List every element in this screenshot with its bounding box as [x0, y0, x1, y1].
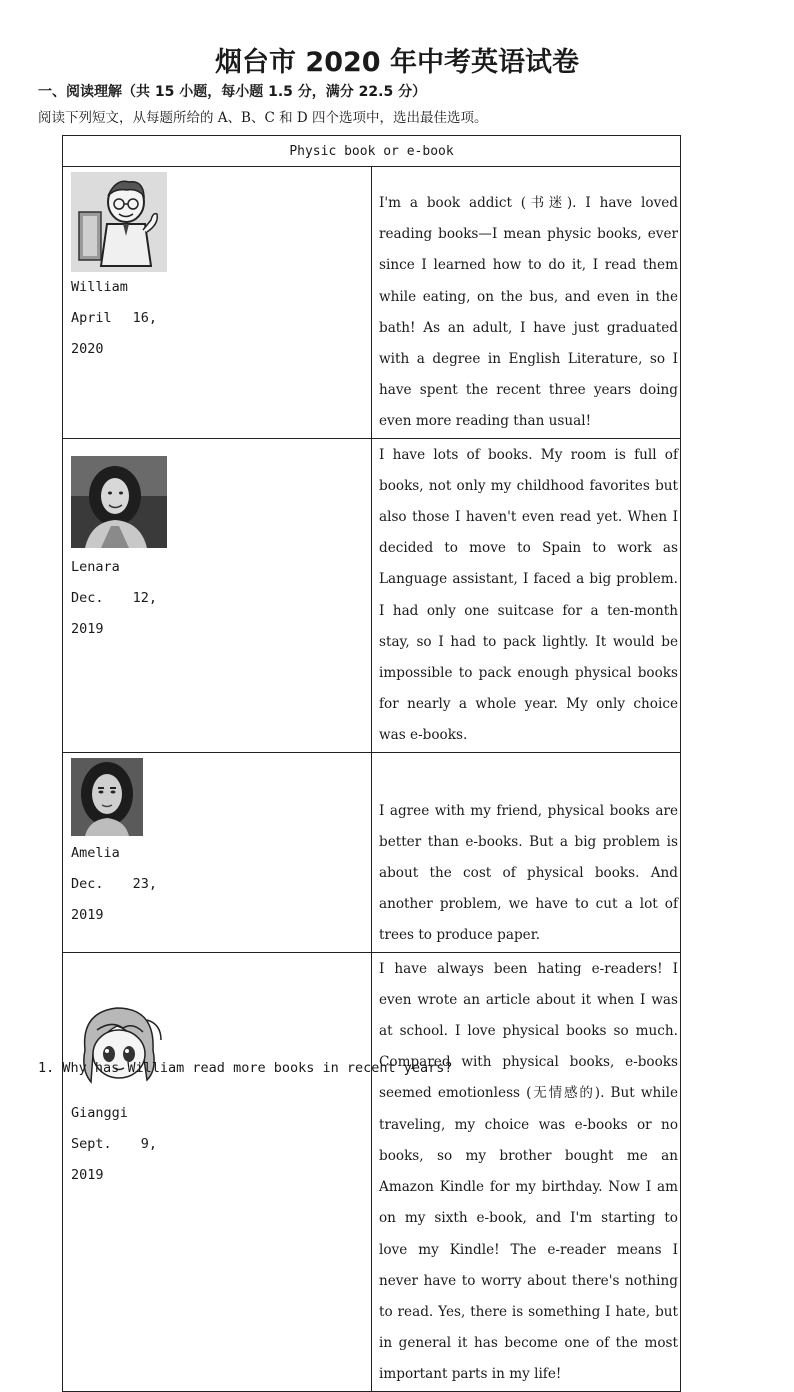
author-name: Gianggi — [71, 1104, 128, 1121]
gianggi-cartoon-avatar — [71, 1000, 167, 1092]
author-cell — [63, 167, 372, 439]
lenara-photo — [71, 456, 167, 548]
author-date: Dec. 23, — [71, 875, 157, 892]
table-row — [63, 438, 681, 752]
table-row — [63, 952, 681, 1391]
entry-text: I agree with my friend, physical books are better than e-books. But a big problem is about the cost of physical books. And another problem, we have to cut a lot of trees to produce paper. — [372, 752, 681, 952]
table-row — [63, 752, 681, 952]
page-title: 烟台市 2020 年中考英语试卷 — [215, 47, 579, 78]
reading-table — [62, 135, 681, 1392]
author-year: 2020 — [71, 341, 104, 357]
instructions: 阅读下列短文，从每题所给的 A、B、C 和 D 四个选项中，选出最佳选项。 — [38, 110, 488, 126]
question-1: 1. Why has William read more books in recent years? — [38, 1060, 453, 1076]
author-name: Lenara — [71, 558, 120, 575]
table-row — [63, 167, 681, 439]
entry-text: I'm a book addict (书迷). I have loved reading books—I mean physic books, ever since I learned how to do it, I read them while eating, on the bus, and even in the bath! As an adult, I have just graduated with a degree in English Literature, so I have spent the recent three years doing even more reading than usual! — [372, 167, 681, 439]
author-name: William — [71, 279, 128, 295]
author-name: Amelia — [71, 844, 120, 861]
author-date: April 16, — [71, 310, 157, 326]
section-heading: 一、阅读理解（共 15 小题，每小题 1.5 分，满分 22.5 分） — [38, 84, 427, 100]
author-date: Sept. 9, — [71, 1135, 157, 1152]
amelia-photo — [71, 758, 143, 836]
author-date: Dec. 12, — [71, 589, 157, 606]
author-year: 2019 — [71, 620, 104, 637]
entry-text: I have always been hating e-readers! I even wrote an article about it when I was at school. I love physical books so much. Compared with physical books, e-books seemed emotionless (无情感的). But while traveling, my choice was e-books or no books, so my brother bought me an Amazon Kindle for my birthday. Now I am on my sixth e-book, and I'm starting to love my Kindle! The e-reader means I never have to worry about there's nothing to read. Yes, there is something I hate, but in general it has become one of the most important parts in my life! — [372, 952, 681, 1391]
author-cell — [63, 952, 372, 1391]
william-cartoon-avatar — [71, 172, 167, 272]
entry-text: I have lots of books. My room is full of books, not only my childhood favorites but also those I haven't even read yet. When I decided to move to Spain to work as Language assistant, I faced a big problem. I had only one suitcase for a ten-month stay, so I had to pack lightly. It would be impossible to pack enough physical books for nearly a whole year. My only choice was e-books. — [372, 438, 681, 752]
author-cell — [63, 438, 372, 752]
table-header: Physic book or e-book — [63, 136, 681, 167]
author-cell — [63, 752, 372, 952]
author-year: 2019 — [71, 1166, 104, 1183]
author-year: 2019 — [71, 906, 104, 923]
